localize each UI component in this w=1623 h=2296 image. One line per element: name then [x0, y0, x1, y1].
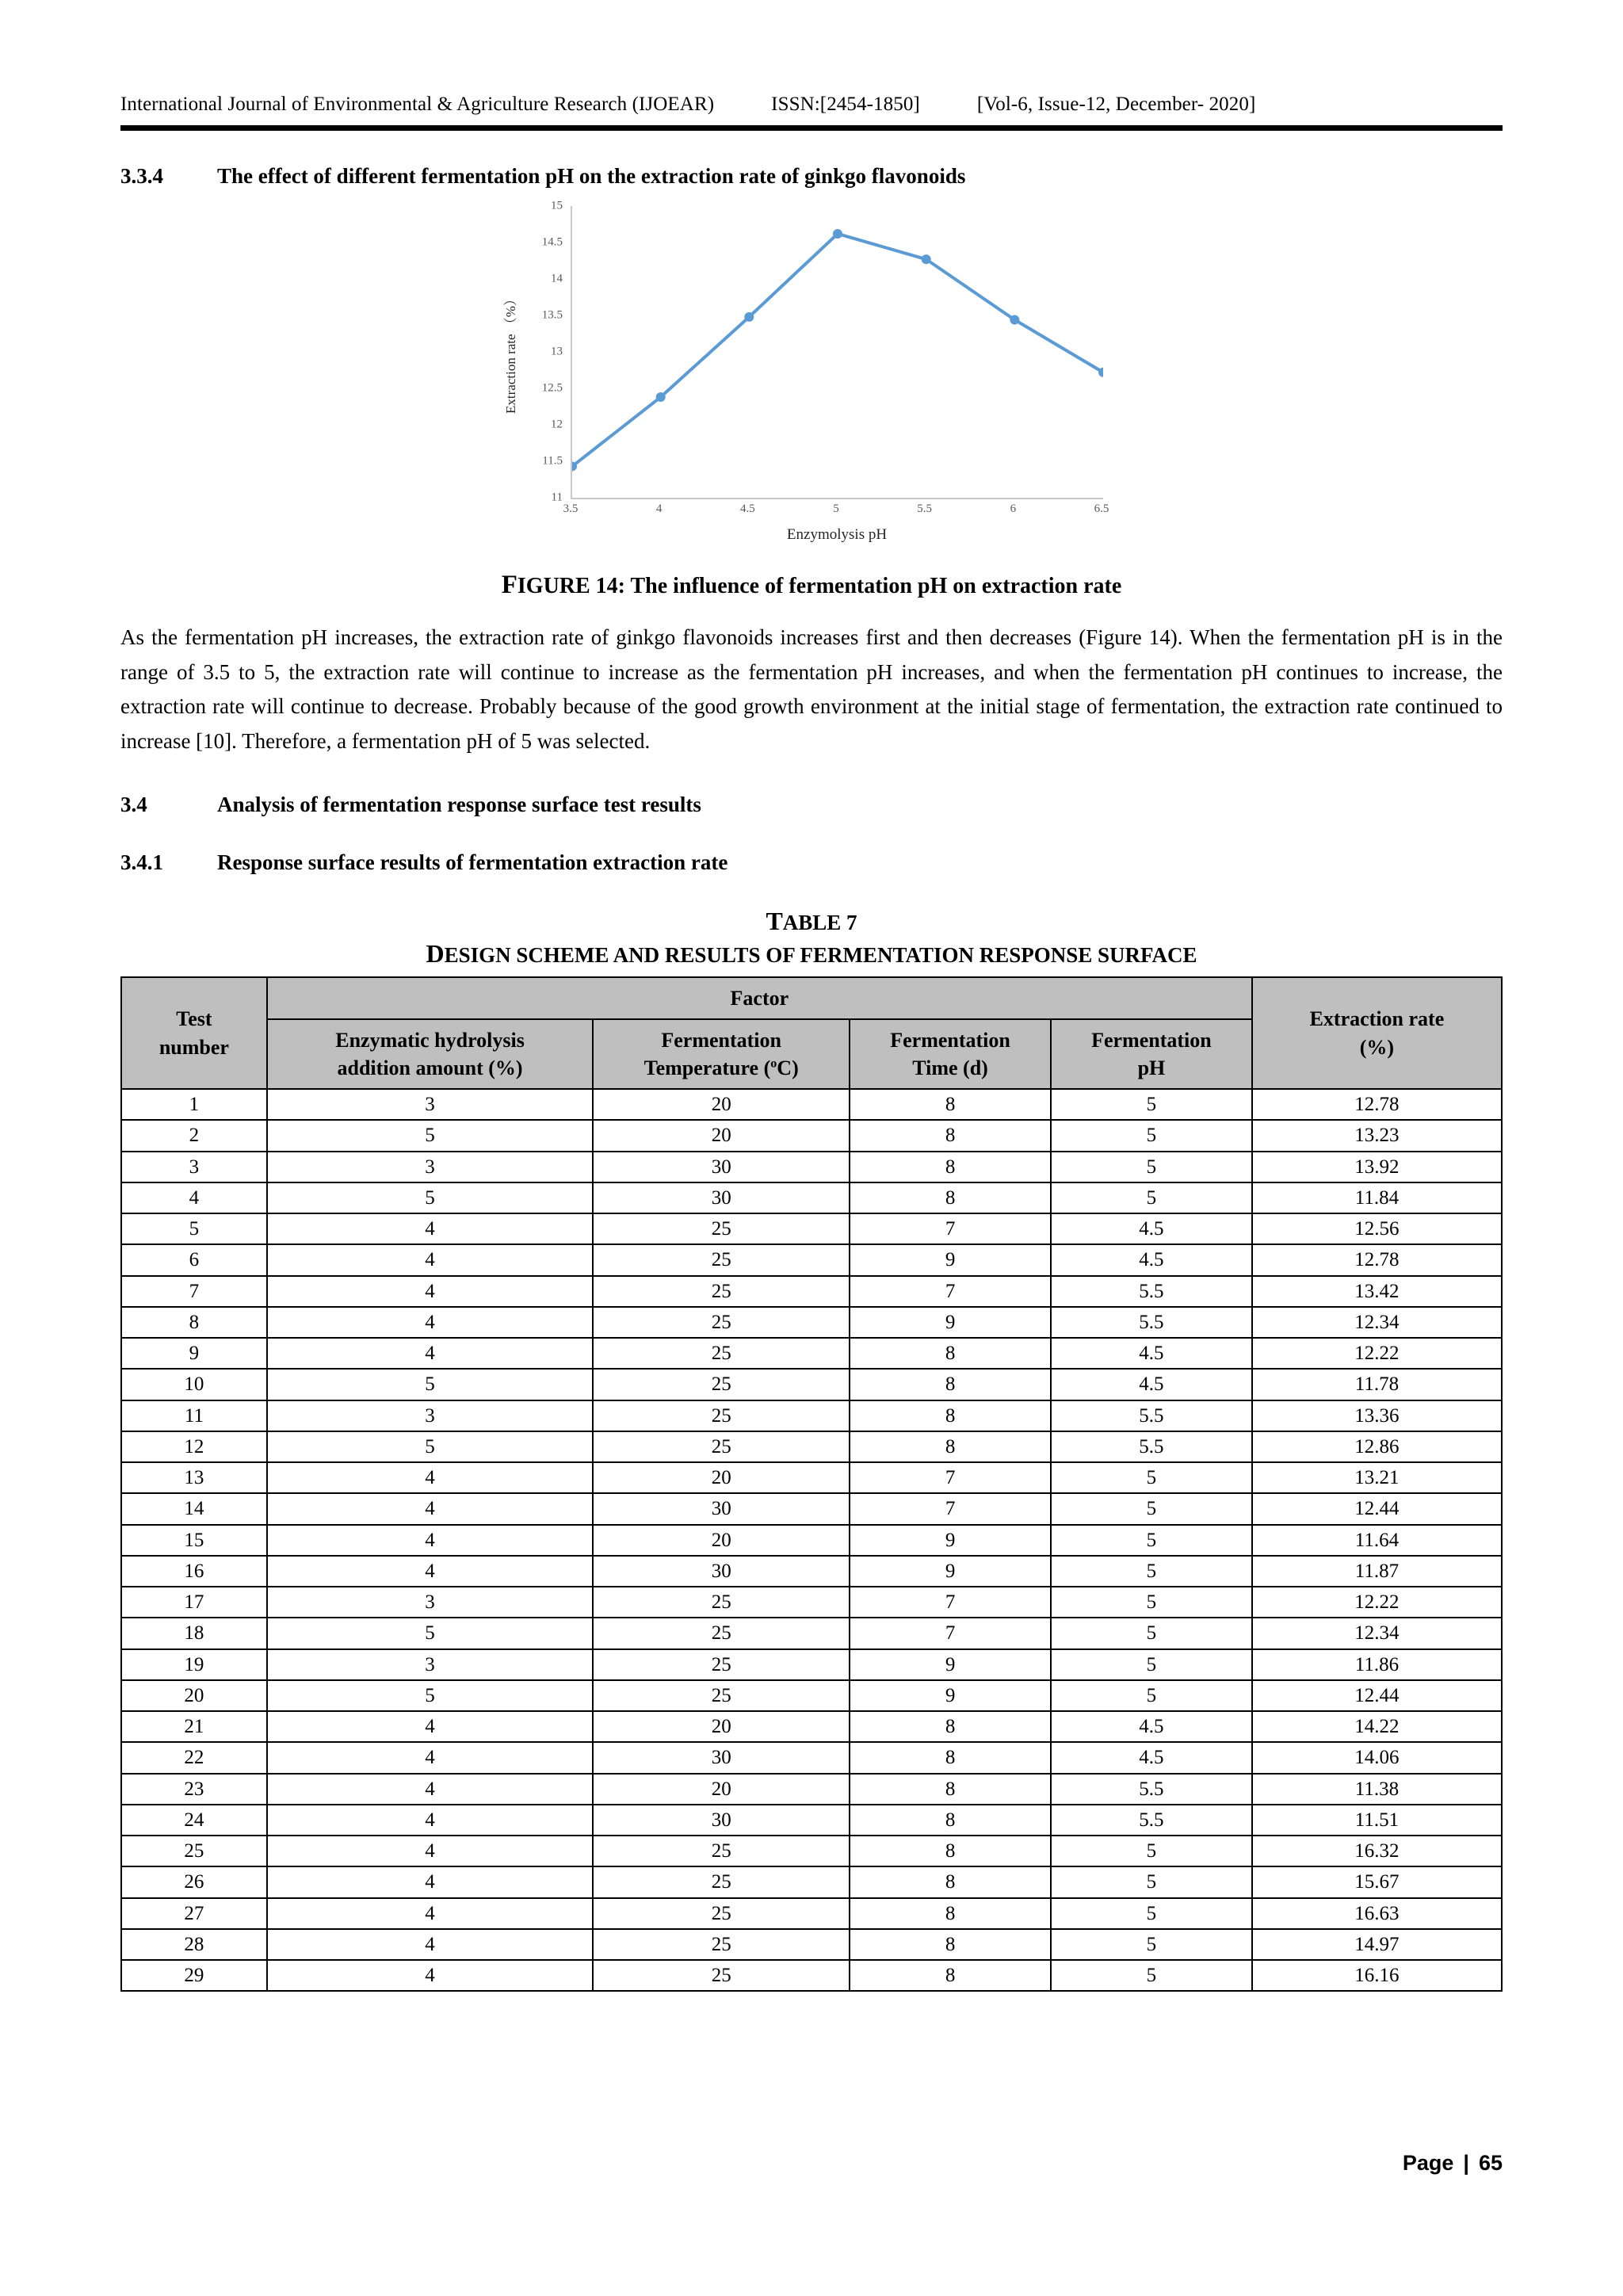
cell-fermentation-ph: 5 [1051, 1618, 1252, 1648]
header-ph-line2: pH [1137, 1056, 1166, 1080]
cell-fermentation-time: 8 [850, 1805, 1051, 1836]
heading-3-3-4-number: 3.3.4 [120, 164, 163, 188]
cell-fermentation-ph: 5.5 [1051, 1774, 1252, 1805]
chart-x-tick: 3.5 [563, 502, 579, 515]
cell-enzymatic-amount: 5 [267, 1369, 593, 1400]
footer-page-number: 65 [1478, 2151, 1503, 2175]
cell-fermentation-temperature: 25 [593, 1618, 850, 1648]
cell-fermentation-temperature: 25 [593, 1836, 850, 1866]
chart-y-axis-title-text: Extraction rate （%） [502, 292, 518, 414]
chart-y-tick: 14.5 [541, 235, 563, 249]
cell-test-number: 19 [121, 1649, 267, 1680]
cell-fermentation-time: 9 [850, 1525, 1051, 1556]
cell-fermentation-temperature: 30 [593, 1152, 850, 1182]
chart-y-tick: 11.5 [542, 454, 563, 468]
cell-extraction-rate: 13.92 [1252, 1152, 1502, 1182]
cell-fermentation-time: 8 [850, 1866, 1051, 1897]
cell-fermentation-ph: 5.5 [1051, 1431, 1252, 1462]
header-enzymatic-hydrolysis [267, 1019, 593, 1089]
cell-fermentation-time: 9 [850, 1649, 1051, 1680]
cell-extraction-rate: 13.23 [1252, 1120, 1502, 1151]
cell-test-number: 24 [121, 1805, 267, 1836]
chart-x-tick: 5 [833, 502, 839, 515]
cell-test-number: 3 [121, 1152, 267, 1182]
header-divider-rule [120, 125, 1503, 131]
cell-fermentation-ph: 5 [1051, 1462, 1252, 1493]
cell-fermentation-temperature: 25 [593, 1431, 850, 1462]
header-time-line2: Time (d) [912, 1056, 988, 1080]
cell-fermentation-ph: 4.5 [1051, 1742, 1252, 1773]
cell-test-number: 21 [121, 1711, 267, 1742]
cell-extraction-rate: 12.22 [1252, 1587, 1502, 1618]
cell-extraction-rate: 14.06 [1252, 1742, 1502, 1773]
cell-fermentation-time: 8 [850, 1089, 1051, 1120]
cell-extraction-rate: 12.44 [1252, 1493, 1502, 1524]
chart-y-tick: 12.5 [541, 381, 563, 395]
table-row [121, 1276, 1502, 1307]
cell-fermentation-ph: 4.5 [1051, 1244, 1252, 1275]
heading-3-4-1-title: Response surface results of fermentation extraction rate [217, 850, 728, 874]
cell-test-number: 20 [121, 1680, 267, 1711]
cell-extraction-rate: 11.64 [1252, 1525, 1502, 1556]
header-volume-issue: [Vol-6, Issue-12, December- 2020] [976, 94, 1256, 115]
chart-plot-area [571, 206, 1103, 499]
table-row [121, 1307, 1502, 1338]
chart-x-tick: 6.5 [1094, 502, 1109, 515]
table-row [121, 1556, 1502, 1587]
cell-extraction-rate: 12.34 [1252, 1618, 1502, 1648]
cell-extraction-rate: 12.56 [1252, 1213, 1502, 1244]
table-row [121, 1774, 1502, 1805]
header-temperature-line1: Fermentation [661, 1029, 781, 1052]
cell-fermentation-temperature: 30 [593, 1182, 850, 1213]
table-row [121, 1618, 1502, 1648]
header-enzymatic-line1: Enzymatic hydrolysis [335, 1029, 525, 1052]
cell-fermentation-time: 8 [850, 1929, 1051, 1960]
table-title-text: ABLE 7 [782, 910, 857, 934]
cell-fermentation-time: 8 [850, 1182, 1051, 1213]
cell-test-number: 27 [121, 1898, 267, 1929]
cell-fermentation-ph: 5.5 [1051, 1276, 1252, 1307]
cell-extraction-rate: 11.51 [1252, 1805, 1502, 1836]
cell-extraction-rate: 12.78 [1252, 1089, 1502, 1120]
cell-enzymatic-amount: 4 [267, 1805, 593, 1836]
design-scheme-results-table [120, 976, 1503, 1992]
cell-enzymatic-amount: 4 [267, 1711, 593, 1742]
cell-extraction-rate: 13.42 [1252, 1276, 1502, 1307]
cell-extraction-rate: 15.67 [1252, 1866, 1502, 1897]
cell-test-number: 13 [121, 1462, 267, 1493]
chart-x-tick: 6 [1010, 502, 1017, 515]
table-row [121, 1152, 1502, 1182]
cell-fermentation-ph: 5 [1051, 1556, 1252, 1587]
heading-3-4 [120, 793, 1503, 817]
chart-x-tick-labels [563, 502, 1109, 525]
table-header-row-1 [121, 977, 1502, 1019]
cell-fermentation-ph: 5 [1051, 1898, 1252, 1929]
heading-3-4-number: 3.4 [120, 792, 147, 816]
table-7-subtitle [120, 939, 1503, 968]
cell-fermentation-time: 7 [850, 1462, 1051, 1493]
cell-fermentation-temperature: 20 [593, 1089, 850, 1120]
cell-extraction-rate: 16.16 [1252, 1960, 1502, 1991]
cell-extraction-rate: 13.21 [1252, 1462, 1502, 1493]
cell-fermentation-time: 8 [850, 1836, 1051, 1866]
chart-y-tick: 11 [551, 491, 563, 504]
chart-data-point [744, 312, 754, 322]
cell-fermentation-time: 7 [850, 1587, 1051, 1618]
chart-y-tick: 13 [551, 345, 563, 358]
cell-test-number: 16 [121, 1556, 267, 1587]
cell-fermentation-time: 8 [850, 1774, 1051, 1805]
cell-enzymatic-amount: 5 [267, 1120, 593, 1151]
cell-test-number: 8 [121, 1307, 267, 1338]
cell-fermentation-temperature: 25 [593, 1244, 850, 1275]
cell-fermentation-ph: 5.5 [1051, 1307, 1252, 1338]
cell-enzymatic-amount: 4 [267, 1213, 593, 1244]
cell-enzymatic-amount: 3 [267, 1089, 593, 1120]
body-paragraph: As the fermentation pH increases, the extraction rate of ginkgo flavonoids increases first and then decreases (Figure 14). When the fermentation pH is in the range of 3.5 to 5, the extraction rate will continue to increase as the fermentation pH increases, and when the fermentation pH continues to increase, the extraction rate will continue to decrease. Probably because of the good growth environment at the initial stage of fermentation, the extraction rate continued to increase [10]. Therefore, a fermentation pH of 5 was selected. [120, 625, 1503, 754]
heading-3-3-4 [120, 164, 1503, 189]
cell-fermentation-time: 7 [850, 1493, 1051, 1524]
cell-fermentation-ph: 5 [1051, 1680, 1252, 1711]
cell-fermentation-ph: 5 [1051, 1525, 1252, 1556]
cell-enzymatic-amount: 4 [267, 1525, 593, 1556]
cell-test-number: 17 [121, 1587, 267, 1618]
cell-fermentation-time: 7 [850, 1276, 1051, 1307]
cell-extraction-rate: 14.97 [1252, 1929, 1502, 1960]
cell-extraction-rate: 14.22 [1252, 1711, 1502, 1742]
cell-fermentation-ph: 5 [1051, 1587, 1252, 1618]
cell-extraction-rate: 12.78 [1252, 1244, 1502, 1275]
cell-fermentation-temperature: 25 [593, 1307, 850, 1338]
header-time-line1: Fermentation [890, 1029, 1010, 1052]
cell-test-number: 2 [121, 1120, 267, 1151]
header-test-number-line2: number [158, 1035, 229, 1059]
header-fermentation-time [850, 1019, 1051, 1089]
cell-fermentation-time: 9 [850, 1244, 1051, 1275]
cell-fermentation-ph: 5 [1051, 1929, 1252, 1960]
cell-enzymatic-amount: 3 [267, 1587, 593, 1618]
header-extraction-rate-line1: Extraction rate [1309, 1007, 1445, 1031]
header-fermentation-ph [1051, 1019, 1252, 1089]
figure-caption-lead-letter: F [501, 571, 517, 599]
chart-x-axis-title: Enzymolysis pH [786, 526, 888, 543]
cell-enzymatic-amount: 4 [267, 1929, 593, 1960]
cell-fermentation-temperature: 25 [593, 1400, 850, 1431]
table-row [121, 1525, 1502, 1556]
cell-fermentation-temperature: 25 [593, 1898, 850, 1929]
cell-test-number: 23 [121, 1774, 267, 1805]
cell-extraction-rate: 12.86 [1252, 1431, 1502, 1462]
line-chart [495, 199, 1128, 555]
cell-fermentation-temperature: 25 [593, 1680, 850, 1711]
cell-fermentation-ph: 5 [1051, 1089, 1252, 1120]
header-test-number [121, 977, 267, 1089]
page-footer [1403, 2151, 1503, 2176]
cell-test-number: 10 [121, 1369, 267, 1400]
table-row [121, 1213, 1502, 1244]
cell-fermentation-time: 8 [850, 1711, 1051, 1742]
cell-fermentation-temperature: 20 [593, 1525, 850, 1556]
cell-enzymatic-amount: 4 [267, 1898, 593, 1929]
table-row [121, 1120, 1502, 1151]
header-temperature-line2: Temperature ( [643, 1056, 771, 1080]
cell-enzymatic-amount: 4 [267, 1836, 593, 1866]
cell-enzymatic-amount: 4 [267, 1462, 593, 1493]
cell-test-number: 6 [121, 1244, 267, 1275]
cell-enzymatic-amount: 5 [267, 1431, 593, 1462]
cell-fermentation-temperature: 25 [593, 1649, 850, 1680]
table-row [121, 1400, 1502, 1431]
chart-data-point [922, 254, 931, 264]
heading-3-4-1-number: 3.4.1 [120, 850, 163, 874]
header-factor-group: Factor [267, 977, 1252, 1019]
cell-fermentation-temperature: 20 [593, 1711, 850, 1742]
cell-extraction-rate: 11.84 [1252, 1182, 1502, 1213]
cell-extraction-rate: 12.34 [1252, 1307, 1502, 1338]
running-header [120, 0, 1503, 116]
cell-fermentation-time: 8 [850, 1152, 1051, 1182]
cell-extraction-rate: 12.22 [1252, 1338, 1502, 1369]
cell-fermentation-time: 8 [850, 1338, 1051, 1369]
figure-14-caption [120, 571, 1503, 600]
table-row [121, 1711, 1502, 1742]
header-temperature-line2b: C) [777, 1056, 799, 1080]
cell-fermentation-time: 9 [850, 1680, 1051, 1711]
cell-extraction-rate: 12.44 [1252, 1680, 1502, 1711]
heading-3-4-1 [120, 850, 1503, 875]
cell-fermentation-temperature: 30 [593, 1805, 850, 1836]
chart-y-tick-labels [523, 199, 567, 504]
cell-enzymatic-amount: 3 [267, 1649, 593, 1680]
header-extraction-rate [1252, 977, 1502, 1089]
cell-test-number: 1 [121, 1089, 267, 1120]
cell-test-number: 28 [121, 1929, 267, 1960]
cell-fermentation-temperature: 30 [593, 1493, 850, 1524]
table-row [121, 1929, 1502, 1960]
table-row [121, 1431, 1502, 1462]
chart-y-tick: 15 [551, 199, 563, 212]
cell-enzymatic-amount: 3 [267, 1152, 593, 1182]
chart-data-point [833, 229, 842, 239]
cell-fermentation-temperature: 25 [593, 1866, 850, 1897]
chart-x-tick: 5.5 [917, 502, 933, 515]
header-ph-line1: Fermentation [1091, 1029, 1212, 1052]
header-fermentation-temperature [593, 1019, 850, 1089]
table-row [121, 1462, 1502, 1493]
cell-extraction-rate: 16.32 [1252, 1836, 1502, 1866]
cell-fermentation-temperature: 25 [593, 1369, 850, 1400]
cell-test-number: 22 [121, 1742, 267, 1773]
cell-fermentation-temperature: 25 [593, 1960, 850, 1991]
cell-enzymatic-amount: 4 [267, 1556, 593, 1587]
cell-fermentation-time: 8 [850, 1898, 1051, 1929]
table-row [121, 1182, 1502, 1213]
header-journal-name: International Journal of Environmental & Agriculture Research (IJOEAR) [120, 94, 715, 115]
cell-fermentation-ph: 5 [1051, 1866, 1252, 1897]
cell-test-number: 12 [121, 1431, 267, 1462]
cell-fermentation-time: 8 [850, 1120, 1051, 1151]
cell-fermentation-ph: 5.5 [1051, 1805, 1252, 1836]
chart-series-line [572, 234, 1103, 466]
table-subtitle-lead-letter: D [426, 938, 445, 968]
cell-fermentation-time: 8 [850, 1369, 1051, 1400]
table-row [121, 1680, 1502, 1711]
cell-extraction-rate: 13.36 [1252, 1400, 1502, 1431]
chart-y-tick: 14 [551, 272, 563, 285]
cell-test-number: 18 [121, 1618, 267, 1648]
table-row [121, 1898, 1502, 1929]
cell-test-number: 25 [121, 1836, 267, 1866]
cell-fermentation-ph: 5 [1051, 1960, 1252, 1991]
chart-data-point [1010, 315, 1019, 325]
table-row [121, 1866, 1502, 1897]
cell-fermentation-temperature: 25 [593, 1929, 850, 1960]
cell-enzymatic-amount: 4 [267, 1960, 593, 1991]
header-enzymatic-line2: addition amount (%) [337, 1056, 523, 1080]
header-extraction-rate-line2: (%) [1359, 1035, 1395, 1059]
heading-3-4-title: Analysis of fermentation response surface test results [217, 792, 701, 816]
cell-fermentation-time: 8 [850, 1400, 1051, 1431]
cell-test-number: 11 [121, 1400, 267, 1431]
cell-extraction-rate: 11.87 [1252, 1556, 1502, 1587]
cell-fermentation-ph: 4.5 [1051, 1369, 1252, 1400]
cell-test-number: 9 [121, 1338, 267, 1369]
cell-enzymatic-amount: 4 [267, 1244, 593, 1275]
cell-enzymatic-amount: 4 [267, 1774, 593, 1805]
cell-fermentation-ph: 5 [1051, 1120, 1252, 1151]
cell-fermentation-time: 7 [850, 1618, 1051, 1648]
cell-extraction-rate: 11.86 [1252, 1649, 1502, 1680]
cell-fermentation-ph: 5.5 [1051, 1400, 1252, 1431]
table-row [121, 1369, 1502, 1400]
cell-fermentation-time: 7 [850, 1213, 1051, 1244]
cell-fermentation-temperature: 30 [593, 1742, 850, 1773]
table-row [121, 1742, 1502, 1773]
cell-test-number: 14 [121, 1493, 267, 1524]
header-test-number-line1: Test [176, 1007, 212, 1031]
chart-x-tick: 4 [655, 502, 663, 515]
cell-enzymatic-amount: 5 [267, 1680, 593, 1711]
cell-fermentation-temperature: 20 [593, 1462, 850, 1493]
chart-x-tick: 4.5 [739, 502, 755, 515]
cell-test-number: 7 [121, 1276, 267, 1307]
heading-3-3-4-title: The effect of different fermentation pH on the extraction rate of ginkgo flavonoids [217, 164, 966, 188]
cell-fermentation-temperature: 25 [593, 1213, 850, 1244]
header-issn: ISSN:[2454-1850] [771, 94, 920, 115]
cell-fermentation-temperature: 30 [593, 1556, 850, 1587]
cell-extraction-rate: 11.78 [1252, 1369, 1502, 1400]
cell-enzymatic-amount: 4 [267, 1866, 593, 1897]
table-body [121, 1089, 1502, 1991]
table-subtitle-text: ESIGN SCHEME AND RESULTS OF FERMENTATION RESPONSE SURFACE [444, 942, 1197, 967]
table-row [121, 1089, 1502, 1120]
cell-test-number: 26 [121, 1866, 267, 1897]
table-row [121, 1493, 1502, 1524]
table-row [121, 1587, 1502, 1618]
footer-separator: | [1463, 2151, 1469, 2175]
cell-fermentation-ph: 4.5 [1051, 1338, 1252, 1369]
cell-fermentation-ph: 4.5 [1051, 1711, 1252, 1742]
cell-enzymatic-amount: 5 [267, 1182, 593, 1213]
table-row [121, 1338, 1502, 1369]
table-row [121, 1960, 1502, 1991]
chart-series-svg [572, 206, 1103, 498]
figure-14-container [120, 199, 1503, 555]
cell-enzymatic-amount: 4 [267, 1742, 593, 1773]
table-head [121, 977, 1502, 1089]
footer-page-label: Page [1402, 2151, 1454, 2175]
chart-data-point [656, 392, 666, 402]
chart-y-tick: 12 [551, 418, 563, 431]
table-row [121, 1836, 1502, 1866]
cell-test-number: 4 [121, 1182, 267, 1213]
cell-fermentation-time: 9 [850, 1556, 1051, 1587]
cell-fermentation-time: 9 [850, 1307, 1051, 1338]
figure-caption-text: IGURE 14: The influence of fermentation pH on extraction rate [517, 574, 1122, 598]
cell-fermentation-ph: 5 [1051, 1493, 1252, 1524]
chart-y-axis-title [495, 206, 523, 499]
cell-fermentation-time: 8 [850, 1431, 1051, 1462]
cell-extraction-rate: 16.63 [1252, 1898, 1502, 1929]
table-7-title [120, 907, 1503, 936]
cell-fermentation-ph: 5 [1051, 1152, 1252, 1182]
cell-fermentation-time: 8 [850, 1742, 1051, 1773]
cell-fermentation-temperature: 20 [593, 1120, 850, 1151]
cell-enzymatic-amount: 4 [267, 1338, 593, 1369]
cell-enzymatic-amount: 4 [267, 1493, 593, 1524]
cell-test-number: 15 [121, 1525, 267, 1556]
cell-test-number: 29 [121, 1960, 267, 1991]
cell-enzymatic-amount: 4 [267, 1307, 593, 1338]
cell-extraction-rate: 11.38 [1252, 1774, 1502, 1805]
cell-fermentation-ph: 5 [1051, 1649, 1252, 1680]
cell-enzymatic-amount: 4 [267, 1276, 593, 1307]
table-title-lead-letter: T [766, 906, 783, 935]
cell-fermentation-temperature: 20 [593, 1774, 850, 1805]
cell-enzymatic-amount: 3 [267, 1400, 593, 1431]
table-row [121, 1649, 1502, 1680]
cell-fermentation-time: 8 [850, 1960, 1051, 1991]
cell-fermentation-ph: 4.5 [1051, 1213, 1252, 1244]
table-row [121, 1244, 1502, 1275]
cell-fermentation-temperature: 25 [593, 1338, 850, 1369]
cell-enzymatic-amount: 5 [267, 1618, 593, 1648]
chart-y-tick: 13.5 [541, 308, 563, 322]
cell-fermentation-temperature: 25 [593, 1587, 850, 1618]
cell-fermentation-temperature: 25 [593, 1276, 850, 1307]
degree-symbol: o [770, 1056, 777, 1071]
cell-test-number: 5 [121, 1213, 267, 1244]
cell-fermentation-ph: 5 [1051, 1836, 1252, 1866]
table-row [121, 1805, 1502, 1836]
cell-fermentation-ph: 5 [1051, 1182, 1252, 1213]
